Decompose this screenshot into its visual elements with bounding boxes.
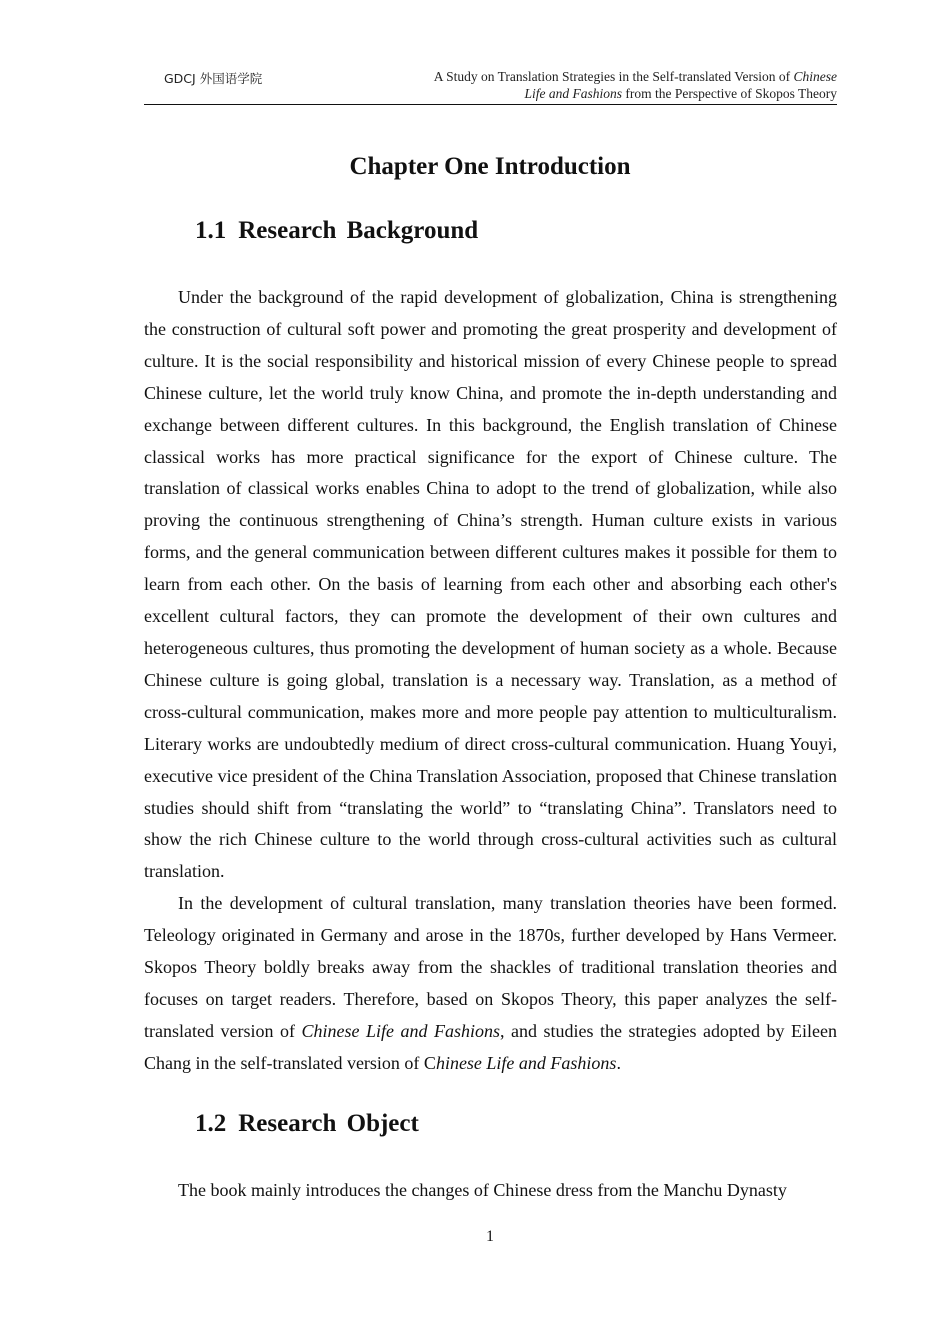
header-paper-title (434, 68, 837, 102)
page-number: 1 (486, 1228, 494, 1245)
paragraph-research-object: The book mainly introduces the changes of Chinese dress from the Manchu Dynasty (178, 1180, 787, 1200)
section-heading-1-2 (195, 1110, 419, 1138)
section-title: Research Object (238, 1110, 419, 1137)
header-title-italic-1b: Chinese (793, 69, 837, 84)
paragraph-skopos-text-b: , and studies the strategies adopted by Eileen Chang in the self-translated version of C (144, 1020, 837, 1073)
book-title-italic-2: hinese Life and Fashions (435, 1052, 617, 1073)
section-1-1-body (144, 282, 837, 1080)
header-title-text-1a: A Study on Translation Strategies in the Self-translated Version of (433, 69, 794, 84)
header-title-line-1 (434, 68, 837, 85)
paragraph-skopos-text-c: . (616, 1052, 621, 1073)
section-title: Research Background (238, 217, 479, 244)
paragraph-skopos-text-a: In the development of cultural translation, many translation theories have been formed. Teleology originated in Germany and arose in the 1870s, further developed by Hans Vermeer. Skopos Theory boldly breaks away from the shackles of traditional translation theories and focuses on target readers. Therefore, based on Skopos Theory, this paper analyzes the self-translated version of (144, 893, 837, 1041)
paragraph-background: Under the background of the rapid development of globalization, China is strengthening the construction of cultural soft power and promoting the great prosperity and development of culture. It is the social responsibility and historical mission of every Chinese people to spread Chinese culture, let the world truly know China, and promote the in-depth understanding and exchange between different cultures. In this background, the English translation of Chinese classical works has more practical significance for the export of Chinese culture. The translation of classical works enables China to adopt to the trend of globalization, while also proving the continuous strengthening of China’s strength. Human culture exists in various forms, and the general communication between different cultures makes it possible for them to learn from each other. On the basis of learning from each other and absorbing each other's excellent cultural factors, they can promote the development of their own cultures and heterogeneous cultures, thus promoting the development of human society as a whole. Because Chinese culture is going global, translation is a necessary way. Translation, as a method of cross-cultural communication, makes more and more people pay attention to multiculturalism. Literary works are undoubtedly medium of direct cross-cultural communication. Huang Youyi, executive vice president of the China Translation Association, proposed that Chinese translation studies should shift from “translating the world” to “translating China”. Translators need to show the rich Chinese culture to the world through cross-cultural activities such as cultural translation. (144, 287, 837, 882)
section-number: 1.1 (195, 217, 227, 244)
chapter-title: Chapter One Introduction (349, 153, 631, 180)
book-title-italic-1: Chinese Life and Fashions (301, 1020, 501, 1041)
paragraph-skopos (144, 888, 837, 1079)
header-institution: GDCJ 外国语学院 (164, 71, 263, 86)
header-title-italic-2a: Life and Fashions (524, 86, 623, 101)
section-1-2-body (144, 1175, 837, 1207)
section-number: 1.2 (195, 1110, 227, 1137)
header-title-text-2b: from the Perspective of Skopos Theory (622, 86, 837, 101)
header-title-line-2 (434, 85, 837, 102)
page-header (144, 66, 837, 105)
section-heading-1-1 (195, 217, 478, 245)
